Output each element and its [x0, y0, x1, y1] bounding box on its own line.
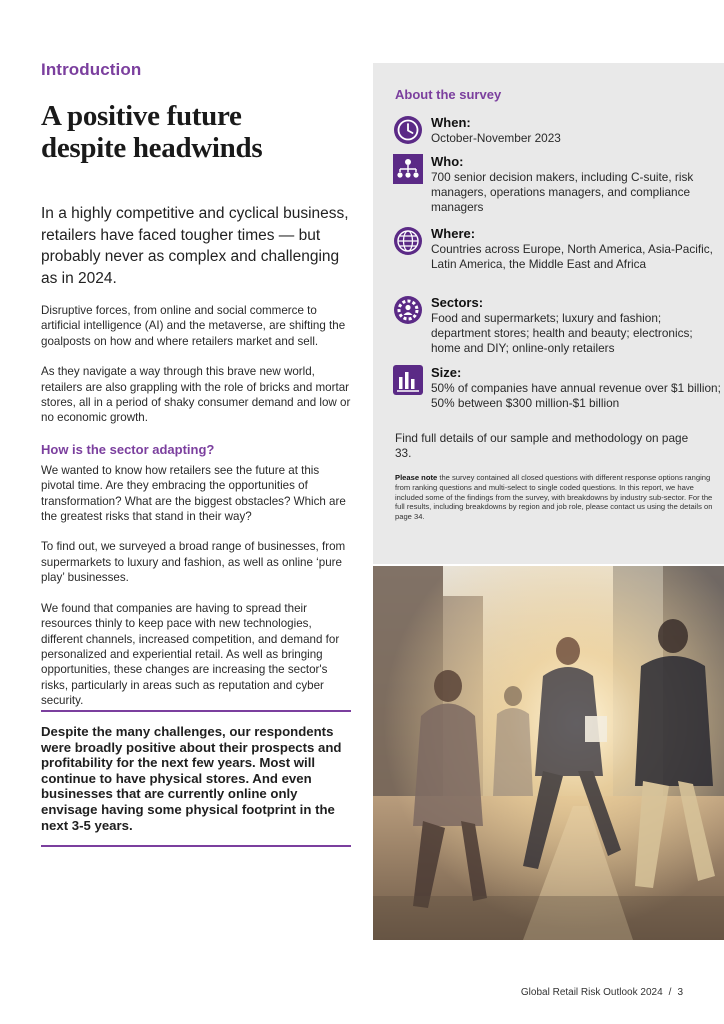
- page-number: 3: [677, 987, 683, 998]
- bar-chart-icon: [393, 365, 423, 395]
- body-paragraph-2: As they navigate a way through this brave new world, retailers are also grappling with the role of bricks and mortar stores, all in a period of shaky consumer demand and low or no economic growth.: [41, 365, 351, 425]
- page-footer: [521, 987, 683, 998]
- section-kicker: Introduction: [41, 60, 142, 79]
- photo-illustration: [373, 566, 724, 940]
- when-value: October-November 2023: [431, 131, 561, 145]
- lede-paragraph: In a highly competitive and cyclical business, retailers have faced tougher times — but probably never as complex and challenging as in 2024.: [41, 205, 349, 287]
- globe-icon: [393, 226, 423, 256]
- methodology-reference: Find full details of our sample and methodology on page 33.: [395, 431, 689, 461]
- who-value: 700 senior decision makers, including C-suite, risk managers, operations managers, and compliance managers: [431, 170, 694, 215]
- sectors-value: Food and supermarkets; luxury and fashion; department stores; health and beauty; electronics; home and DIY; online-only retailers: [431, 311, 693, 356]
- intro-column: [41, 60, 353, 709]
- street-crowd-photo: [373, 566, 724, 940]
- highlight-callout: Despite the many challenges, our respondents were broadly positive about their prospects and profitability for the next few years. Most will continue to have physical stores. And even businesses that are currently online only envisage having some physical footprint in the next 3-5 years.: [41, 710, 351, 847]
- note-body: the survey contained all closed questions with different response options ranging from ranking questions and multi-select to single coded questions. In this report, we have included some of the findings from the survey, with breakdowns by industry sub-sector. For the full results, including breakdowns by region and job role, please contact us using the details on page 34.: [395, 473, 713, 522]
- gear-person-icon: [393, 295, 423, 325]
- survey-note: [395, 473, 713, 522]
- about-survey-panel: [373, 63, 724, 564]
- subheading-sector-adapting: How is the sector adapting?: [41, 441, 215, 457]
- who-label: Who:: [431, 154, 464, 169]
- size-value: 50% of companies have annual revenue over $1 billion; 50% between $300 million-$1 billion: [431, 381, 721, 411]
- footer-separator: /: [668, 987, 672, 998]
- body-paragraph-3: We wanted to know how retailers see the future at this pivotal time. Are they embracing the opportunities of transformation? What are the biggest obstacles? Which are the greatest risks that stand in their way?: [41, 463, 346, 524]
- body-paragraph-5: We found that companies are having to spread their resources thinly to keep pace with new technologies, different channels, increased competition, and demand for personalized and experiential retail. As well as bringing opportunities, these changes are increasing the sector's risks, particularly in areas such as reputation and cyber security.: [41, 601, 340, 708]
- where-label: Where:: [431, 226, 476, 241]
- size-label: Size:: [431, 365, 462, 380]
- body-paragraph-4: To find out, we surveyed a broad range of businesses, from supermarkets to luxury and fashion, as well as online ‘pure play’ businesses.: [41, 540, 346, 585]
- where-value: Countries across Europe, North America, Asia-Pacific, Latin America, the Middle East and Africa: [431, 242, 713, 272]
- note-bold-label: Please note: [395, 473, 438, 482]
- panel-title: About the survey: [395, 87, 502, 102]
- footer-report-title: Global Retail Risk Outlook 2024: [520, 987, 663, 998]
- page-title: A positive future despite headwinds: [41, 100, 263, 164]
- when-label: When:: [431, 115, 471, 130]
- sectors-label: Sectors:: [431, 295, 484, 310]
- org-chart-icon: [393, 154, 423, 184]
- body-paragraph-1: Disruptive forces, from online and social commerce to artificial intelligence (AI) and the metaverse, are shifting the goalposts on how and where retailers market and sell.: [41, 304, 346, 348]
- clock-icon: [393, 115, 423, 145]
